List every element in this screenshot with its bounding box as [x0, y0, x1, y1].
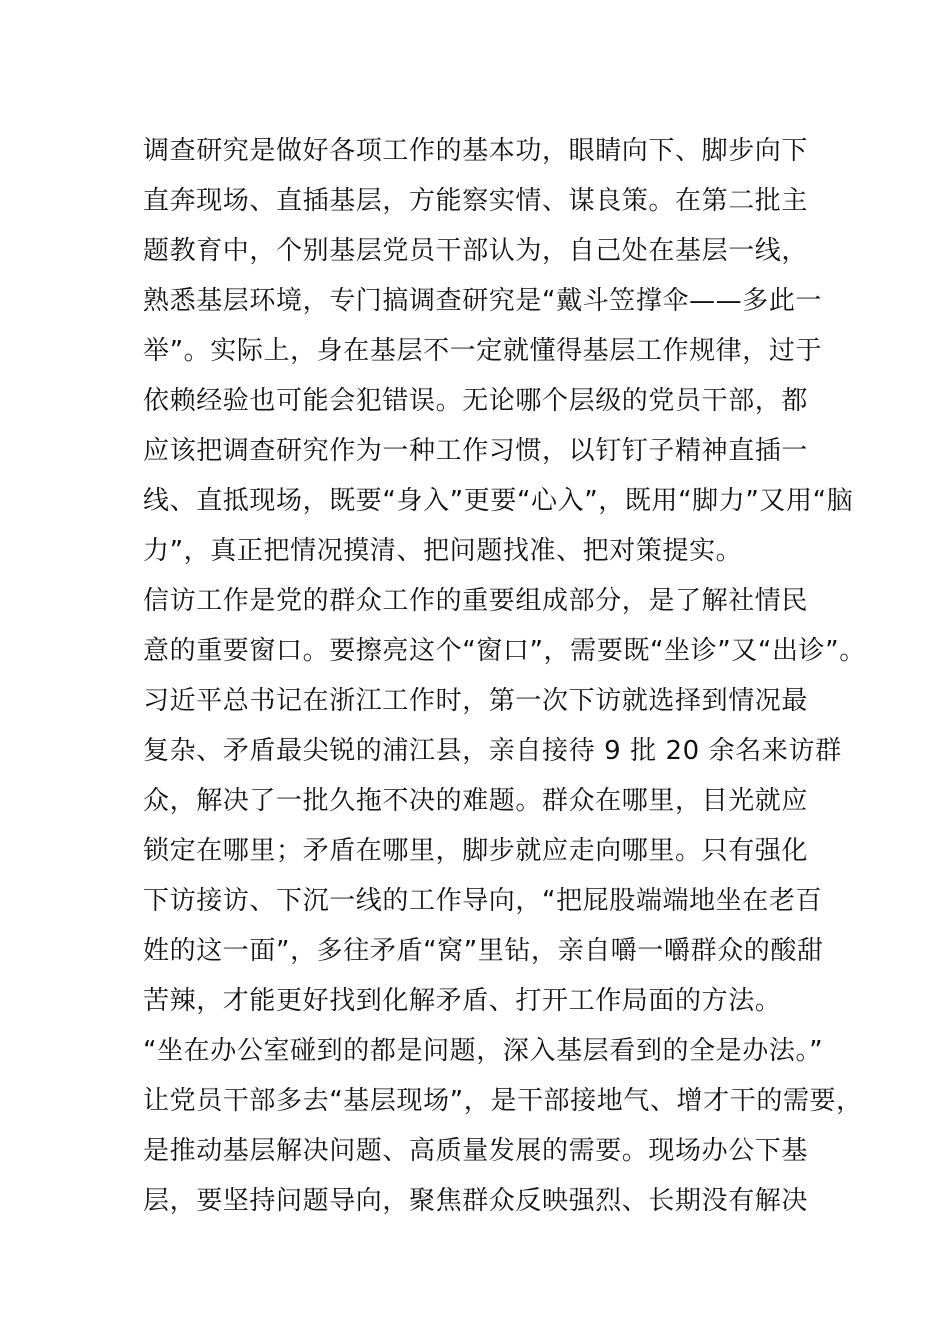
text-line: 线、直抵现场，既要“身入”更要“心入”，既用“脚力”又用“脑 [143, 486, 854, 516]
text-line: 信访工作是党的群众工作的重要组成部分，是了解社情民 [143, 586, 809, 616]
text-line: 调查研究是做好各项工作的基本功，眼睛向下、脚步向下 [143, 136, 809, 166]
text-line: 题教育中，个别基层党员干部认为，自己处在基层一线， [143, 236, 809, 266]
text-line: 依赖经验也可能会犯错误。无论哪个层级的党员干部，都 [143, 386, 809, 416]
text-line: 熟悉基层环境，专门搞调查研究是“戴斗笠撑伞——多此一 [143, 286, 823, 316]
text-line: 习近平总书记在浙江工作时，第一次下访就选择到情况最 [143, 686, 809, 716]
document-body [143, 131, 866, 1231]
text-line: “坐在办公室碰到的都是问题，深入基层看到的全是办法。” [143, 1036, 824, 1066]
text-line: 直奔现场、直插基层，方能察实情、谋良策。在第二批主 [143, 186, 809, 216]
text-line: 层，要坚持问题导向，聚焦群众反映强烈、长期没有解决 [143, 1186, 809, 1216]
text-line: 意的重要窗口。要擦亮这个“窗口”，需要既“坐诊”又“出诊”。 [143, 636, 866, 666]
text-line: 力”，真正把情况摸清、把问题找准、把对策提实。 [143, 536, 743, 566]
text-line: 姓的这一面”，多往矛盾“窝”里钻，亲自嚼一嚼群众的酸甜 [143, 936, 824, 966]
text-line: 举”。实际上，身在基层不一定就懂得基层工作规律，过于 [143, 336, 823, 366]
text-line: 复杂、矛盾最尖锐的浦江县，亲自接待 9 批 20 余名来访群 [143, 736, 842, 766]
text-line: 锁定在哪里；矛盾在哪里，脚步就应走向哪里。只有强化 [143, 836, 809, 866]
text-line: 让党员干部多去“基层现场”，是干部接地气、增才干的需要， [143, 1086, 863, 1116]
text-line: 下访接访、下沉一线的工作导向，“把屁股端端地坐在老百 [143, 886, 823, 916]
text-line: 苦辣，才能更好找到化解矛盾、打开工作局面的方法。 [143, 986, 782, 1016]
text-line: 应该把调查研究作为一种工作习惯，以钉钉子精神直插一 [143, 436, 809, 466]
text-line: 众，解决了一批久拖不决的难题。群众在哪里，目光就应 [143, 786, 809, 816]
text-line: 是推动基层解决问题、高质量发展的需要。现场办公下基 [143, 1136, 809, 1166]
